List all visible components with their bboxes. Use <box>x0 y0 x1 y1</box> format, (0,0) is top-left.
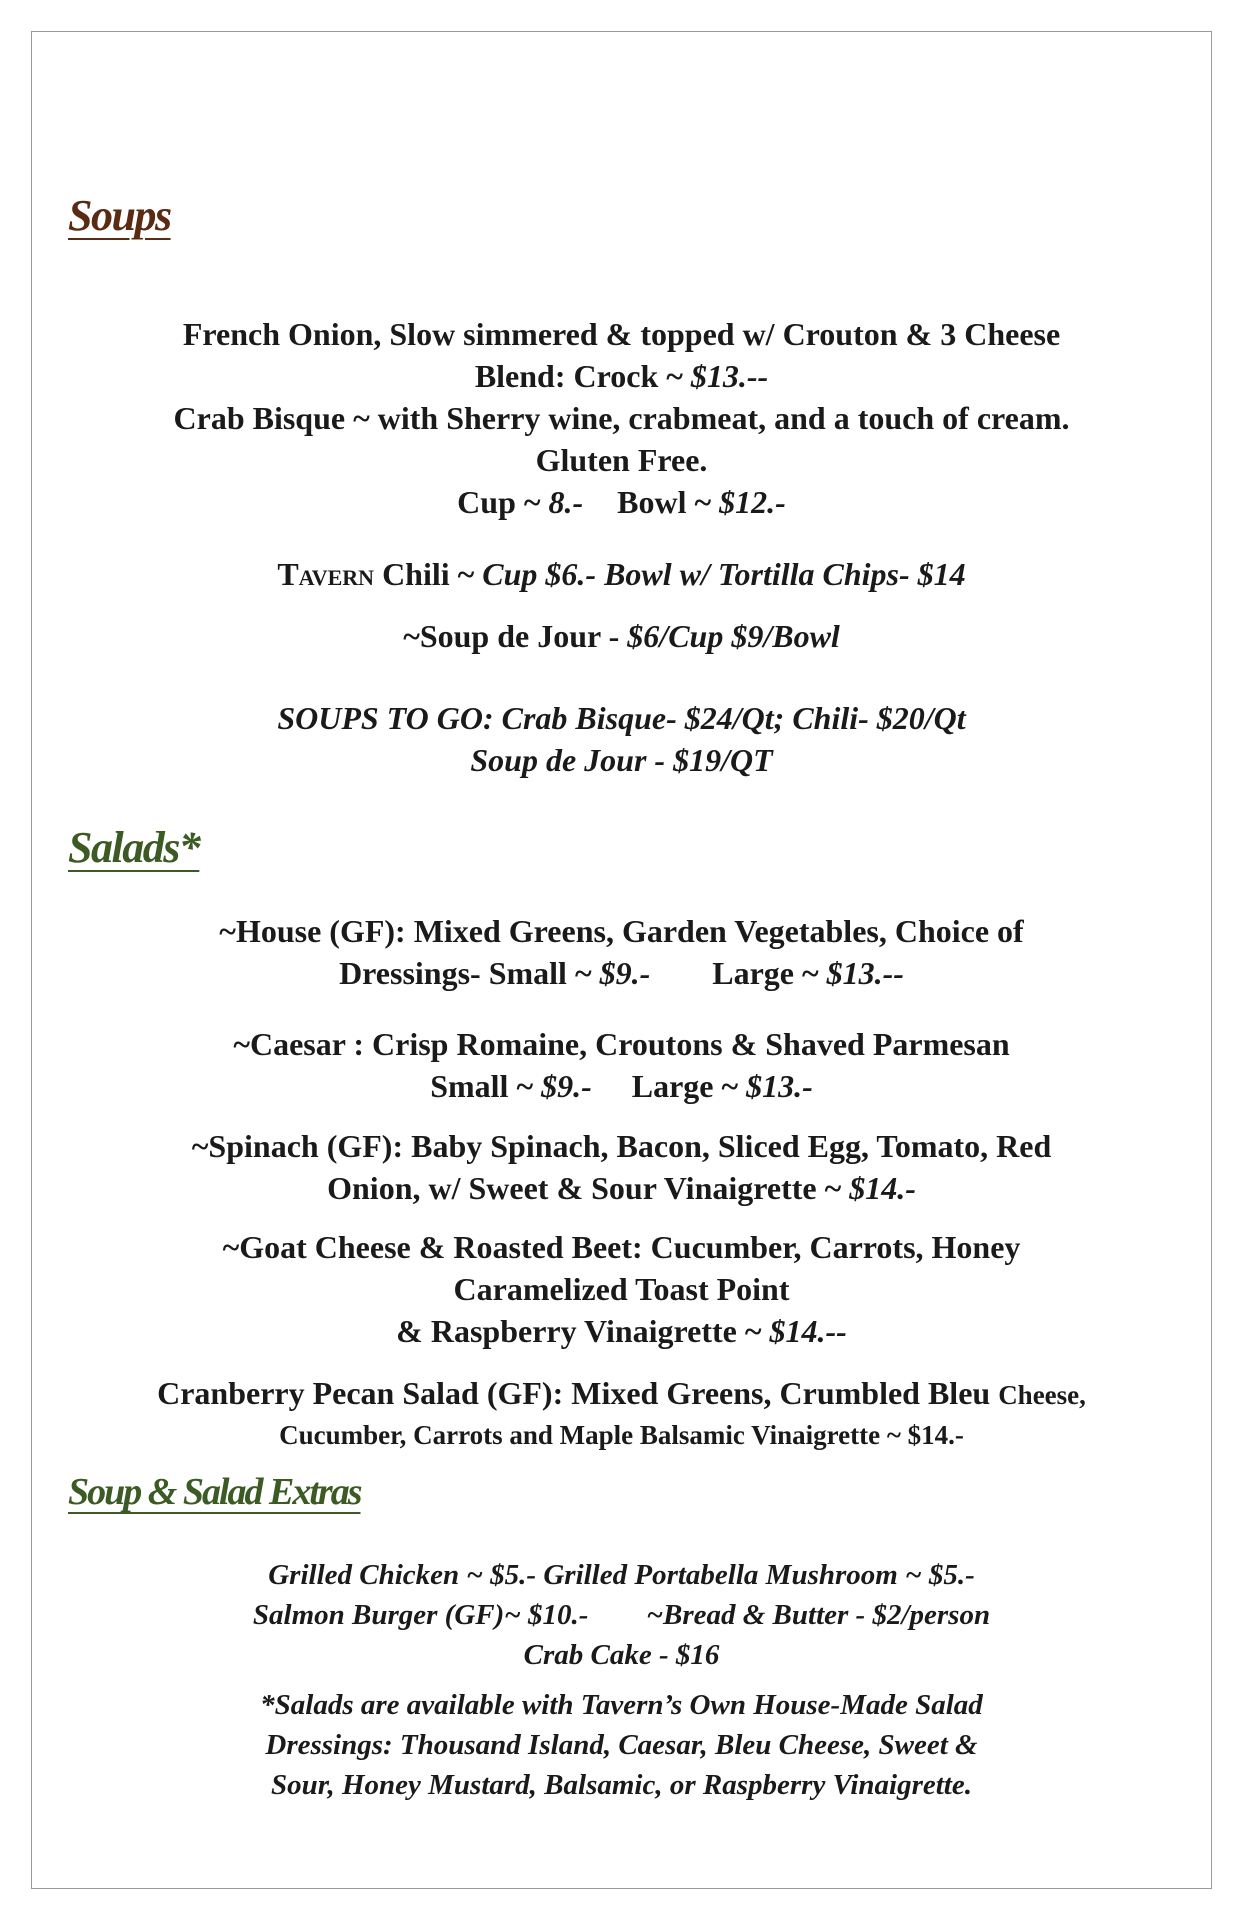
extras-line3: Crab Cake - $16 <box>523 1639 720 1671</box>
soup-de-jour-line <box>60 615 1183 657</box>
bowl-price: $12.- <box>719 484 786 520</box>
goat-cheese-desc: & Raspberry Vinaigrette ~ <box>396 1313 770 1349</box>
salads-heading: Salads* <box>68 823 200 872</box>
extras-line1: Grilled Chicken ~ $5.- Grilled Portabella Mushroom ~ $5.- <box>268 1559 975 1591</box>
soup-de-jour-label: ~Soup de Jour - <box>403 618 628 654</box>
cup-price: 8.- <box>548 484 584 520</box>
spinach-line1: ~Spinach (GF): Baby Spinach, Bacon, Sliced Egg, Tomato, Red <box>191 1128 1052 1164</box>
french-onion-line1: French Onion, Slow simmered & topped w/ Crouton & 3 Cheese <box>182 316 1061 352</box>
house-salad-line2 <box>60 952 1183 994</box>
soup-de-jour-prices: $6/Cup $9/Bowl <box>627 618 840 654</box>
cranberry-desc-end: Cheese, <box>998 1380 1086 1410</box>
bread-butter: ~Bread & Butter - $2/person <box>646 1599 991 1631</box>
spinach-price: $14.- <box>849 1170 916 1206</box>
cup-label: Cup ~ <box>457 484 549 520</box>
goat-cheese-line2: Caramelized Toast Point <box>453 1271 790 1307</box>
caesar-large-price: $13.- <box>746 1068 813 1104</box>
caesar-line1: ~Caesar : Crisp Romaine, Croutons & Shaved Parmesan <box>233 1026 1010 1062</box>
chili-name: Chili ~ <box>374 556 483 592</box>
bowl-label: Bowl ~ <box>617 484 720 520</box>
goat-cheese-line1: ~Goat Cheese & Roasted Beet: Cucumber, Carrots, Honey <box>222 1229 1021 1265</box>
caesar-small-price: $9.- <box>541 1068 592 1104</box>
caesar-large-label: Large ~ <box>631 1068 747 1104</box>
extras-heading: Soup & Salad Extras <box>68 1471 361 1513</box>
house-small-label: Dressings- Small ~ <box>339 955 600 991</box>
goat-cheese-price: $14.-- <box>769 1313 847 1349</box>
chili-prices: Cup $6.- Bowl w/ Tortilla Chips- $14 <box>482 556 966 592</box>
french-onion-price: $13.-- <box>690 358 769 394</box>
crab-bisque-prices <box>60 481 1183 523</box>
spinach-line2 <box>60 1167 1183 1209</box>
soups-to-go-line1: SOUPS TO GO: Crab Bisque- $24/Qt; Chili- $20/Qt <box>277 700 966 736</box>
salmon-burger: Salmon Burger (GF)~ $10.- <box>252 1599 589 1631</box>
dressings-note-line3: Sour, Honey Mustard, Balsamic, or Raspberry Vinaigrette. <box>271 1769 972 1801</box>
dressings-note-line1: *Salads are available with Tavern’s Own House-Made Salad <box>260 1689 983 1721</box>
spinach-desc: Onion, w/ Sweet & Sour Vinaigrette ~ <box>327 1170 850 1206</box>
french-onion-line2 <box>60 355 1183 397</box>
caesar-small-label: Small ~ <box>430 1068 542 1104</box>
french-onion-desc: Blend: Crock ~ <box>474 358 691 394</box>
dressings-note-line2: Dressings: Thousand Island, Caesar, Bleu Cheese, Sweet & <box>265 1729 978 1761</box>
cranberry-line1 <box>60 1372 1183 1416</box>
house-small-price: $9.- <box>599 955 651 991</box>
cranberry-desc: Cranberry Pecan Salad (GF): Mixed Greens, Crumbled Bleu <box>157 1375 999 1411</box>
soups-to-go-line2: Soup de Jour - $19/QT <box>470 742 773 778</box>
crab-bisque-line2: Gluten Free. <box>535 442 708 478</box>
chili-line <box>60 553 1183 595</box>
goat-cheese-line3 <box>60 1310 1183 1352</box>
house-large-price: $13.-- <box>826 955 904 991</box>
extras-line2 <box>60 1595 1183 1635</box>
chili-name-tavern: Tavern <box>277 556 375 592</box>
caesar-line2 <box>60 1065 1183 1107</box>
house-large-label: Large ~ <box>712 955 827 991</box>
crab-bisque-line1: Crab Bisque ~ with Sherry wine, crabmeat, and a touch of cream. <box>173 400 1070 436</box>
soups-heading: Soups <box>68 191 171 240</box>
house-salad-line1: ~House (GF): Mixed Greens, Garden Vegetables, Choice of <box>219 913 1024 949</box>
cranberry-line2: Cucumber, Carrots and Maple Balsamic Vinaigrette ~ $14.- <box>279 1420 964 1450</box>
